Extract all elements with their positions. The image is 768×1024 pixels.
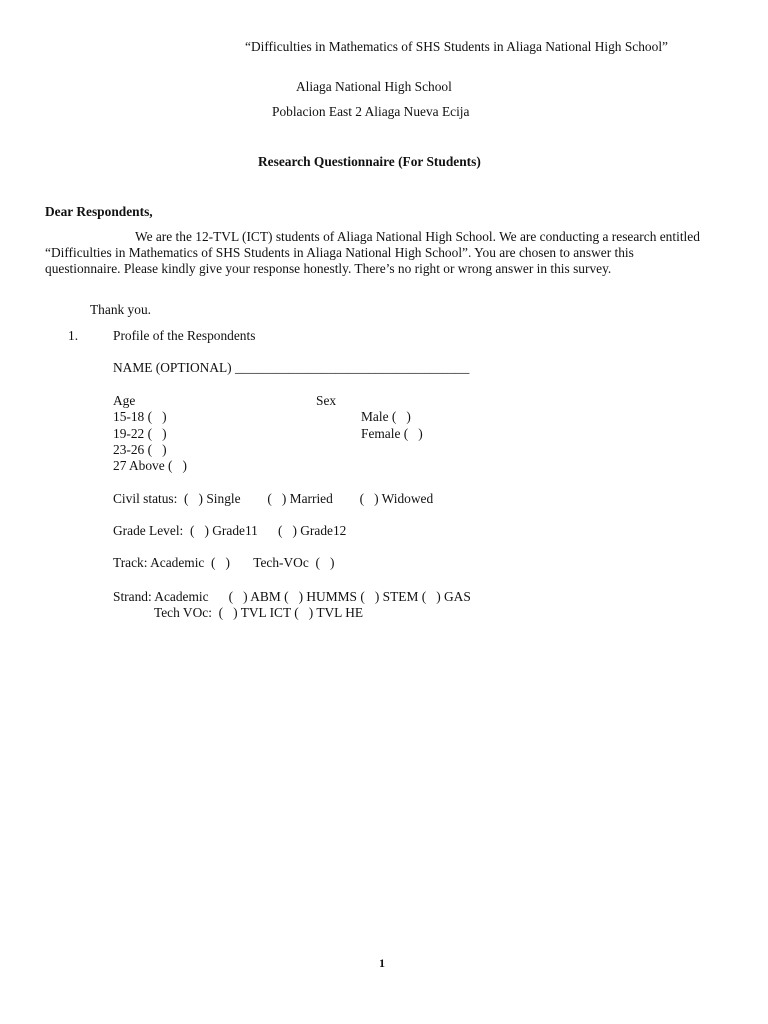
age-option: 23-26 ( )	[113, 442, 167, 457]
closing: Thank you.	[90, 302, 151, 317]
name-field: NAME (OPTIONAL) ___________________________________	[113, 360, 470, 375]
sex-option: Female ( )	[361, 426, 423, 441]
civil-status: Civil status: ( ) Single ( ) Married ( ) Widowed	[113, 491, 434, 506]
strand-academic: Strand: Academic ( ) ABM ( ) HUMMS ( ) STEM ( ) GAS	[113, 589, 471, 604]
letter-body	[45, 229, 705, 278]
age-label: Age	[113, 393, 136, 408]
track: Track: Academic ( ) Tech-VOc ( )	[113, 555, 335, 570]
age-option: 15-18 ( )	[113, 409, 167, 424]
letter-body-text: We are the 12-TVL (ICT) students of Aliaga National High School. We are conducting a research entitled “Difficulties in Mathematics of SHS Students in Aliaga National High School”. You are chosen to answer this questionnaire. Please kindly give your response honestly. There’s no right or wrong answer in this survey.	[45, 229, 700, 277]
section-title: Profile of the Respondents	[113, 328, 256, 343]
age-option: 27 Above ( )	[113, 458, 188, 473]
strand-techvoc: Tech VOc: ( ) TVL ICT ( ) TVL HE	[154, 605, 364, 620]
study-title: “Difficulties in Mathematics of SHS Students in Aliaga National High School”	[245, 39, 668, 54]
school-name: Aliaga National High School	[296, 79, 452, 94]
sex-label: Sex	[316, 393, 337, 408]
questionnaire-title: Research Questionnaire (For Students)	[258, 154, 481, 169]
salutation: Dear Respondents,	[45, 204, 153, 219]
age-option: 19-22 ( )	[113, 426, 167, 441]
sex-option: Male ( )	[361, 409, 411, 424]
page-number: 1	[379, 956, 385, 970]
school-address: Poblacion East 2 Aliaga Nueva Ecija	[272, 104, 470, 119]
section-number: 1.	[68, 328, 79, 343]
grade-level: Grade Level: ( ) Grade11 ( ) Grade12	[113, 523, 347, 538]
